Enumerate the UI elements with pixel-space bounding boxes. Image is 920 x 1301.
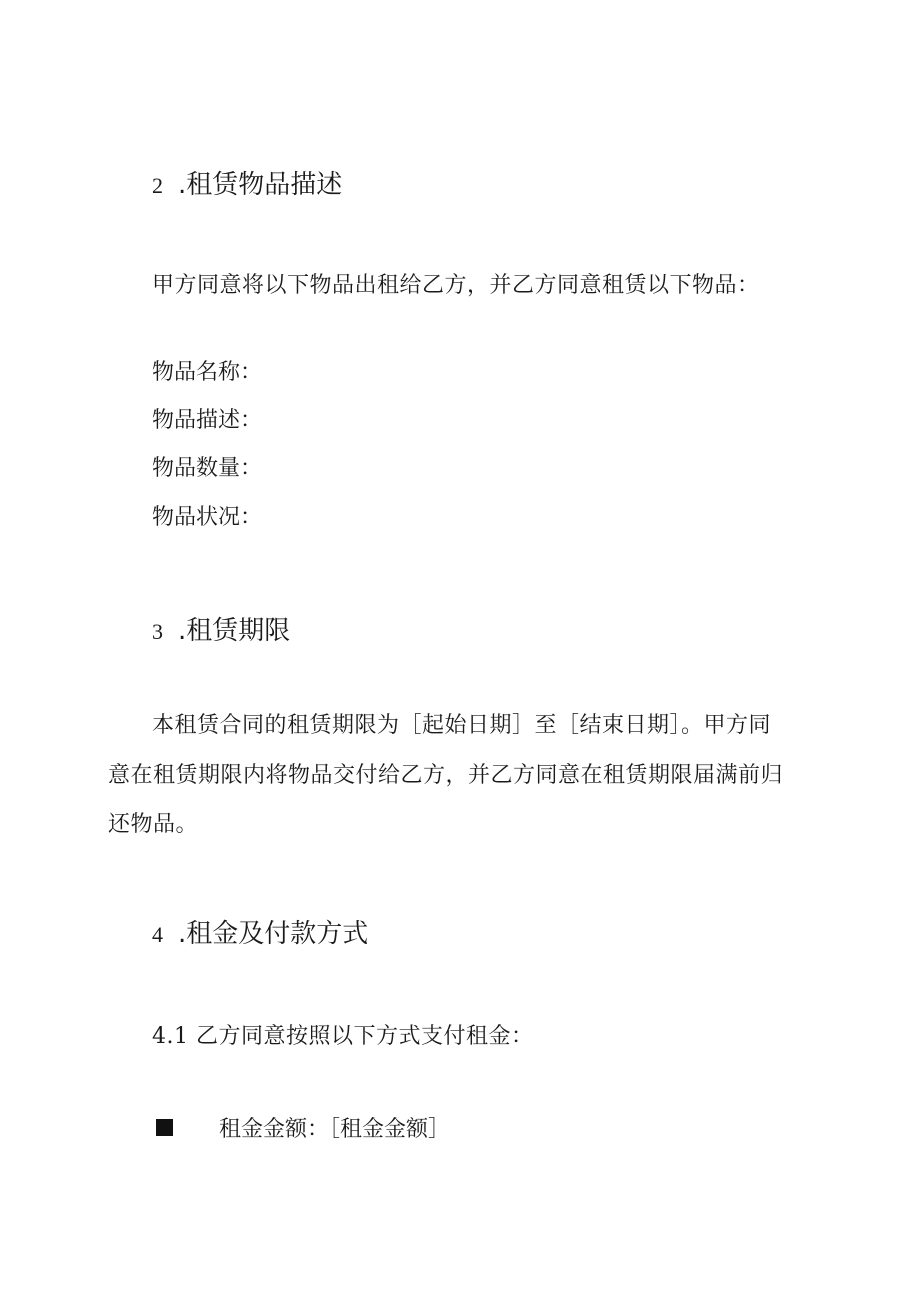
section-title: .租赁物品描述	[178, 170, 343, 200]
section-3-body-line-1: 本租赁合同的租赁期限为［起始日期］至［结束日期］。甲方同	[152, 713, 772, 738]
rent-amount-row	[156, 1112, 450, 1143]
section-heading-3	[152, 615, 290, 648]
section-3-body-line-3: 还物品。	[108, 812, 199, 837]
field-item-name: 物品名称：	[152, 360, 263, 385]
field-item-condition: 物品状况：	[152, 505, 263, 530]
field-item-description: 物品描述：	[152, 408, 263, 433]
square-bullet-icon	[156, 1119, 173, 1136]
section-heading-4	[152, 918, 368, 951]
field-item-quantity: 物品数量：	[152, 456, 263, 481]
section-2-intro: 甲方同意将以下物品出租给乙方，并乙方同意租赁以下物品：	[152, 273, 760, 298]
section-title: .租金及付款方式	[178, 919, 369, 949]
section-number: 4	[152, 922, 163, 947]
section-3-body-line-2: 意在租赁期限内将物品交付给乙方，并乙方同意在租赁期限届满前归	[108, 763, 784, 788]
clause-4-1: 4.1 乙方同意按照以下方式支付租金：	[152, 1024, 534, 1049]
section-number: 2	[152, 173, 163, 198]
rent-amount-text: 租金金额：［租金金额］	[219, 1117, 451, 1142]
section-number: 3	[152, 619, 163, 644]
section-title: .租赁期限	[178, 616, 291, 646]
section-heading-2	[152, 169, 342, 202]
